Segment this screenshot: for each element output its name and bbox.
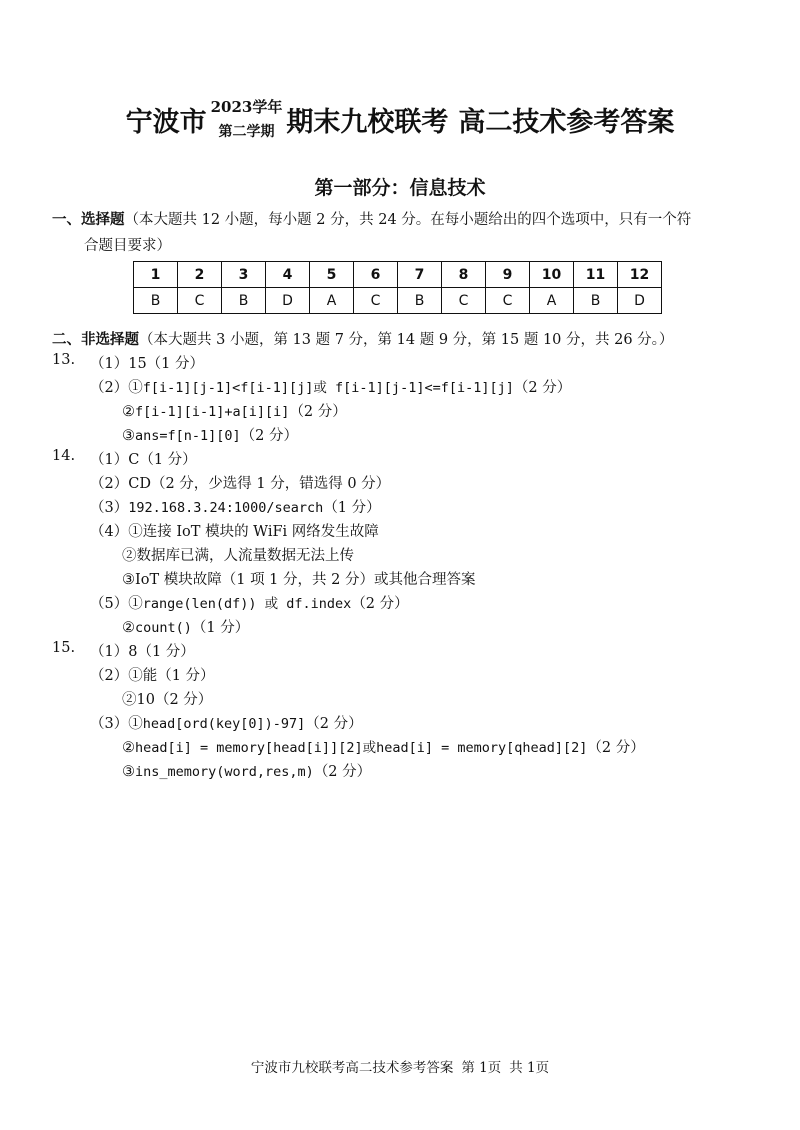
answer-cell: C (178, 288, 222, 314)
page-footer (0, 1056, 800, 1076)
q15-part3-1 (90, 712, 363, 733)
q15-part3-score: （2 分） (305, 716, 363, 732)
section1-desc-2: 合题目要求） (84, 238, 171, 254)
q13-part2-2-code: f[i-1][i-1]+a[i][i] (135, 404, 290, 420)
q13-part2-prefix: （2）① (90, 380, 143, 396)
title-city: 宁波市 (125, 107, 207, 138)
question-number: 1 (134, 262, 178, 288)
document-title (0, 100, 800, 139)
q13-part2-3-prefix: ③ (122, 428, 135, 444)
answer-cell: A (310, 288, 354, 314)
q15-part2-1: （2）①能（1 分） (90, 668, 215, 684)
answer-table-answers-row (134, 288, 662, 314)
question-number: 4 (266, 262, 310, 288)
q14-part5-2-prefix: ② (122, 620, 135, 636)
q13-part2-2-score: （2 分） (289, 404, 347, 420)
q15-part2-2: ②10（2 分） (122, 692, 213, 708)
q14-part4-3: ③IoT 模块故障（1 项 1 分，共 2 分）或其他合理答案 (122, 572, 476, 588)
answer-cell: C (486, 288, 530, 314)
footer-title: 宁波市九校联考高二技术参考答案 (250, 1060, 454, 1076)
q15-part3-code: head[ord(key[0])-97] (142, 716, 306, 732)
title-subtitle: 高二技术参考答案 (458, 107, 675, 138)
q15-part3-2-code: head[i] = memory[head[i]][2]或head[i] = memory[qhead][2] (135, 740, 588, 756)
answer-cell: D (618, 288, 662, 314)
q15-part3-3 (122, 760, 371, 781)
q14-part3-score: （1 分） (323, 500, 381, 516)
question-number: 10 (530, 262, 574, 288)
q15-part3-2-prefix: ② (122, 740, 135, 756)
q14-part5-code: range(len(df)) 或 df.index (142, 596, 352, 612)
q14-part5-2-code: count() (135, 620, 192, 636)
footer-page: 第 1页 (461, 1060, 502, 1076)
q14-part4-1: （4）①连接 IoT 模块的 WiFi 网络发生故障 (90, 524, 379, 540)
answer-cell: A (530, 288, 574, 314)
q14-part5-score: （2 分） (351, 596, 409, 612)
answer-cell: C (354, 288, 398, 314)
q13-part2-3 (122, 424, 298, 445)
q14-number: 14. (52, 448, 76, 464)
question-number: 3 (222, 262, 266, 288)
question-number: 12 (618, 262, 662, 288)
q13-part2-2-prefix: ② (122, 404, 135, 420)
section1-desc-1: （本大题共 12 小题，每小题 2 分，共 24 分。在每小题给出的四个选项中，只有一个符 (124, 212, 692, 228)
answer-cell: D (266, 288, 310, 314)
q14-part5-2 (122, 616, 249, 637)
answer-table (133, 261, 662, 314)
q15-number: 15. (52, 640, 76, 656)
answer-cell: B (134, 288, 178, 314)
section2-head: 二、非选择题 (52, 331, 139, 348)
q15-part3-2-score: （2 分） (587, 740, 645, 756)
question-number: 2 (178, 262, 222, 288)
q14-part3-code: 192.168.3.24:1000/search (128, 500, 324, 516)
question-number: 11 (574, 262, 618, 288)
part-title: 第一部分：信息技术 (314, 177, 486, 199)
q15-part3-2 (122, 736, 645, 757)
q15-part3-3-prefix: ③ (122, 764, 135, 780)
q15-part1: （1）8（1 分） (90, 644, 195, 660)
q13-part2-3-score: （2 分） (240, 428, 299, 444)
q13-part2-3-code: ans=f[n-1][0] (135, 428, 241, 444)
q14-part1: （1）C（1 分） (90, 452, 197, 468)
q13-part2-1 (90, 376, 571, 397)
section1-head: 一、选择题 (52, 211, 125, 228)
answer-cell: B (398, 288, 442, 314)
section1-line1 (52, 208, 691, 229)
answer-cell: B (574, 288, 618, 314)
question-number: 7 (398, 262, 442, 288)
answer-cell: C (442, 288, 486, 314)
q14-part4-2: ②数据库已满，人流量数据无法上传 (122, 548, 354, 564)
q13-part2-2 (122, 400, 347, 421)
q14-part5-1 (90, 592, 409, 613)
title-semester: 第二学期 (218, 124, 275, 140)
title-year: 2023学年 (210, 98, 283, 116)
answer-cell: B (222, 288, 266, 314)
section2-desc: （本大题共 3 小题，第 13 题 7 分，第 14 题 9 分，第 15 题 10 分，共 26 分。） (139, 332, 674, 348)
answer-table-numbers-row (134, 262, 662, 288)
question-number: 5 (310, 262, 354, 288)
q14-part3-prefix: （3） (90, 500, 129, 516)
q14-part3 (90, 496, 381, 517)
q13-part2-code: f[i-1][j-1]<f[i-1][j]或 f[i-1][j-1]<=f[i-1][j] (142, 380, 514, 396)
q13-part2-score: （2 分） (513, 380, 572, 396)
title-term-stack (211, 100, 283, 139)
q13-part1: （1）15（1 分） (90, 356, 205, 372)
title-main: 期末九校联考 (286, 107, 449, 138)
q14-part2: （2）CD（2 分，少选得 1 分，错选得 0 分） (90, 476, 391, 492)
q15-part3-prefix: （3）① (90, 716, 143, 732)
q13-number: 13. (52, 352, 76, 368)
q14-part5-2-score: （1 分） (191, 620, 250, 636)
question-number: 8 (442, 262, 486, 288)
footer-total: 共 1页 (509, 1060, 550, 1076)
q15-part3-3-code: ins_memory(word,res,m) (135, 764, 314, 780)
section2-header (52, 328, 673, 349)
q15-part3-3-score: （2 分） (313, 764, 372, 780)
q14-part5-prefix: （5）① (90, 596, 143, 612)
question-number: 9 (486, 262, 530, 288)
question-number: 6 (354, 262, 398, 288)
